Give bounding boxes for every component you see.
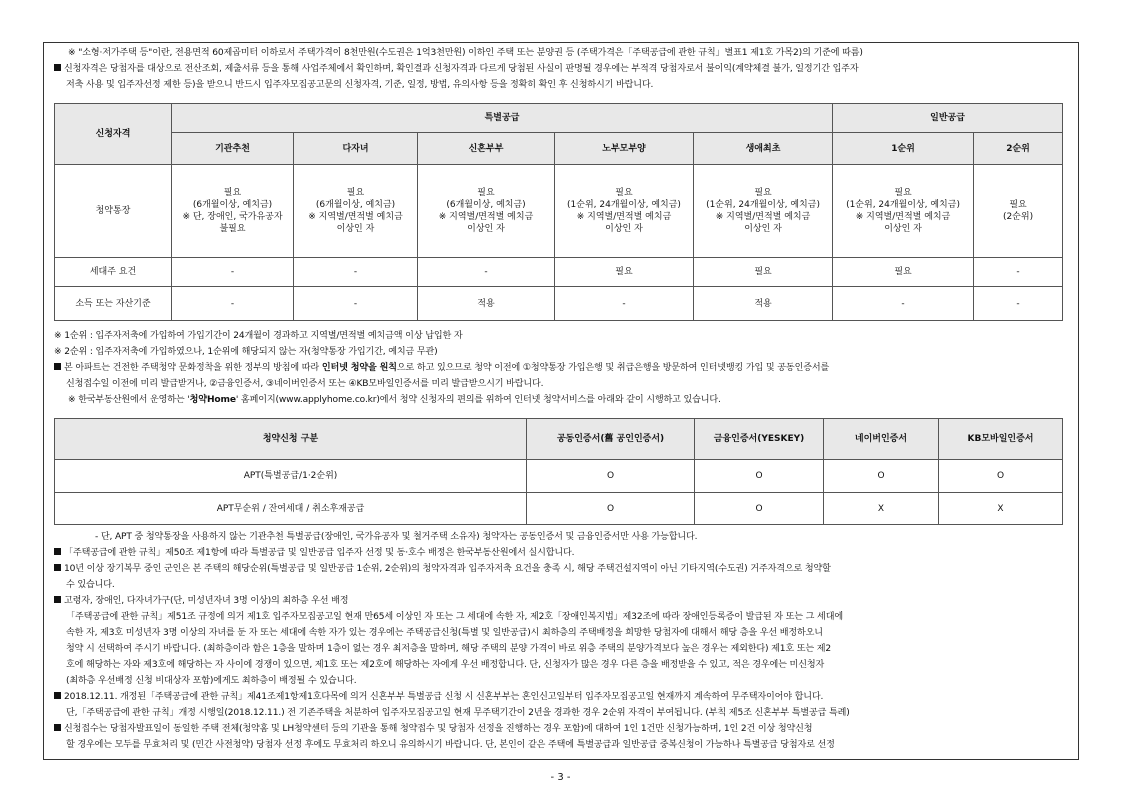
cell-line: -	[1016, 298, 1020, 309]
cell-line: 적용	[754, 298, 772, 309]
table-cell: X	[824, 493, 939, 525]
table-cell	[694, 258, 833, 287]
intro-text-cont: 저축 사용 및 입주자선정 제한 등)을 받으니 반드시 입주자모집공고문의 신청자격, 기준, 일정, 방법, 유의사항 등을 정확히 확인 후 신청하시기 바랍니다.	[66, 80, 654, 90]
cell-line: (2순위)	[1002, 212, 1034, 222]
cell-line: -	[353, 267, 358, 277]
cell-line: (6개월이상, 예치금)	[192, 200, 273, 210]
table-cell	[833, 258, 974, 287]
cell-line: 불필요	[219, 224, 246, 234]
floor-priority-text-5: (최하층 우선배정 신청 비대상자 포함)에게도 최하층이 배정될 수 있습니다.	[66, 676, 357, 686]
bullet-square-icon	[54, 64, 61, 71]
bullet-square-icon	[54, 724, 61, 731]
newlywed-note: 단,「주택공급에 관한 규칙」개정 시행일(2018.12.11.) 전 기존주택을 처분하여 입주자모집공고일 현재 무주택기간이 2년을 경과한 경우 2순위 자격이 부여됩니다. (부칙 제5조 신혼부부 특별공급 특례)	[66, 708, 850, 718]
table-cell	[294, 258, 418, 287]
table-cell: O	[527, 493, 695, 525]
row-label: 청약통장	[55, 165, 172, 258]
header-eligibility: 신청자격	[55, 104, 172, 165]
cell-line: 필요	[615, 188, 633, 198]
cell-line: ※ 지역별/면적별 예치금	[576, 212, 672, 222]
cell-line: -	[230, 298, 235, 309]
table-cell	[418, 287, 555, 321]
intro-bullet-line	[54, 62, 858, 77]
note-institution-recommend: - 단, APT 중 청약통장을 사용하지 않는 기관추천 특별공급(장애인, 국가유공자 및 철거주택 소유자) 청약자는 공동인증서 및 금융인증서만 사용 가능합니다.	[95, 532, 698, 542]
table-cell	[555, 258, 694, 287]
table-cell	[294, 165, 418, 258]
intro-text: 신청자격은 당첨자를 대상으로 전산조회, 제출서류 등을 통해 사업주체에서 확인하며, 확인결과 신청자격과 다르게 당첨된 사실이 판명될 경우에는 부적격 당첨자로서 불이익(계약체결 불가, 일정기간 입주자	[64, 64, 859, 74]
bullet-b2: 「주택공급에 관한 규칙」제50조 제1항에 따라 특별공급 및 일반공급 입주자 선정 및 동·호수 배정은 한국부동산원에서 실시합니다.	[54, 546, 574, 561]
floor-priority-text-3: 청약 시 선택하여 주시기 바랍니다. (최하층이라 함은 1층을 말하며 1층이 없는 경우 최저층을 말하며, 해당 주택의 분양 가격이 바로 위층 주택의 분양가격보다 높은 경우는 제외한다) 제1호 또는 제2	[66, 644, 832, 654]
cell-line: -	[230, 267, 235, 277]
column-header: 노부모부양	[555, 133, 694, 165]
bullet-square-icon	[54, 548, 61, 555]
table-cell	[833, 287, 974, 321]
cell-line: 이상인 자	[467, 224, 505, 234]
table-cell	[555, 287, 694, 321]
table-cell	[694, 165, 833, 258]
cell-line: 필요	[894, 267, 912, 277]
certificate-notice: 신청접수일 이전에 미리 발급받거나, ②금융인증서, ③네이버인증서 또는 ④KB모바일인증서를 미리 발급받으시기 바랍니다.	[66, 379, 544, 389]
cell-line: ※ 지역별/면적별 예치금	[438, 212, 534, 222]
cell-line: (1순위, 24개월이상, 예치금)	[846, 200, 960, 210]
cell-line: (1순위, 24개월이상, 예치금)	[567, 200, 681, 210]
cell-line: 이상인 자	[884, 224, 922, 234]
table-cell: O	[824, 460, 939, 493]
bullet-square-icon	[54, 692, 61, 699]
header-special-supply: 특별공급	[172, 104, 833, 133]
table-cell	[418, 165, 555, 258]
bullet-b3-cont: 수 있습니다.	[66, 580, 115, 590]
cell-line: ※ 지역별/면적별 예치금	[855, 212, 951, 222]
table-cell	[555, 165, 694, 258]
cell-line: (6개월이상, 예치금)	[446, 200, 526, 210]
cell-line: 이상인 자	[744, 224, 782, 234]
table-cell: O	[939, 460, 1063, 493]
column-header: KB모바일인증서	[939, 419, 1063, 460]
bullet-square-icon	[54, 363, 61, 370]
cell-line: 필요	[754, 188, 772, 198]
cell-line: 이상인 자	[336, 224, 375, 234]
table-cell	[418, 258, 555, 287]
column-header: 기관추천	[172, 133, 294, 165]
table-cell	[974, 165, 1063, 258]
bullet-b13: 신청접수는 당첨자발표일이 동일한 주택 전체(청약홈 및 LH청약센터 등의 기관을 통해 청약접수 및 당첨자 선정을 진행하는 경우 포함)에 대하여 1인 1건만 신청가능하며, 1인 2건 이상 청약신청	[54, 722, 812, 737]
cell-line: 이상인 자	[605, 224, 643, 234]
cell-line: 필요	[1009, 200, 1027, 210]
row-label: APT무순위 / 잔여세대 / 취소후재공급	[55, 493, 527, 525]
table-cell	[172, 287, 294, 321]
table-cell	[833, 165, 974, 258]
row-label: 소득 또는 자산기준	[55, 287, 172, 321]
bullet-b3: 10년 이상 장기복무 중인 군인은 본 주택의 해당순위(특별공급 및 일반공급 1순위, 2순위)의 청약자격과 입주자저축 요건을 충족 시, 해당 주택건설지역이 아닌 기타지역(수도권) 거주자격으로 청약할	[54, 562, 831, 577]
table-cell: X	[939, 493, 1063, 525]
column-header: 청약신청 구분	[55, 419, 527, 460]
table-cell	[172, 165, 294, 258]
application-note-cont: 할 경우에는 모두를 무효처리 및 (민간 사전청약) 당첨자 선정 후에도 무효처리 하오니 유의하시기 바랍니다. 단, 본인이 같은 주택에 특별공급과 일반공급 중복신청이 가능하나 특별공급 당첨자로 선정	[66, 740, 835, 750]
cell-line: -	[353, 298, 358, 309]
certificate-table	[54, 418, 1063, 525]
floor-priority-text-1: 「주택공급에 관한 규칙」제51조 규정에 의거 제1호 입주자모집공고일 현재 만65세 이상인 자 또는 그 세대에 속한 자, 제2호「장애인복지법」제32조에 따라 장애인등록증이 발급된 자 또는 그 세대에	[66, 612, 843, 622]
cell-line: 필요	[346, 188, 365, 198]
column-header: 1순위	[833, 133, 974, 165]
bullet-square-icon	[54, 564, 61, 571]
table-cell	[294, 287, 418, 321]
floor-priority-text-2: 속한 자, 제3호 미성년자 3명 이상의 자녀를 둔 자 또는 세대에 속한 자가 있는 경우에는 주택공급신청(특별 및 일반공급)시 최하층의 주택배정을 희망한 당첨자에 대해서 해당 층을 우선 배정하오니	[66, 628, 823, 638]
cell-line: 필요	[894, 188, 912, 198]
table-cell	[172, 258, 294, 287]
cell-line: ※ 지역별/면적별 예치금	[308, 212, 403, 222]
applyhome-notice: ※ 한국부동산원에서 운영하는 '청약Home' 홈페이지(www.applyhome.co.kr)에서 청약 신청자의 편의를 위하여 인터넷 청약서비스를 아래와 같이 시행하고 있습니다.	[68, 395, 721, 405]
header-general-supply: 일반공급	[833, 104, 1063, 133]
cell-line: 필요	[615, 267, 633, 277]
column-header: 2순위	[974, 133, 1063, 165]
cell-line: -	[622, 298, 626, 309]
table-cell: O	[527, 460, 695, 493]
cell-line: -	[1016, 267, 1020, 277]
column-header: 공동인증서(舊 공인인증서)	[527, 419, 695, 460]
row-label: APT(특별공급/1·2순위)	[55, 460, 527, 493]
cell-line: 적용	[477, 298, 495, 309]
table-cell	[974, 258, 1063, 287]
table-cell: O	[695, 460, 824, 493]
column-header: 신혼부부	[418, 133, 555, 165]
column-header: 금융인증서(YESKEY)	[695, 419, 824, 460]
floor-priority-text-4: 호에 해당하는 자와 제3호에 해당하는 자 사이에 경쟁이 있으면, 제1호 또는 제2호에 해당하는 자에게 우선 배정합니다. 단, 신청자가 많은 경우 다른 층을 배정받을 수 있고, 적은 경우에는 미신청자	[66, 660, 825, 670]
bullet-square-icon	[54, 596, 61, 603]
page-number: - 3 -	[550, 772, 571, 783]
internet-application-notice: 본 아파트는 건전한 주택청약 문화정착을 위한 정부의 방침에 따라 인터넷 청약을 원칙으로 하고 있으므로 청약 이전에 ①청약통장 가입은행 및 취급은행을 방문하여 인터넷뱅킹 가입 및 공동인증서를	[54, 361, 829, 376]
intro-note: ※ "소형·저가주택 등"이란, 전용면적 60제곱미터 이하로서 주택가격이 8천만원(수도권은 1억3천만원) 이하인 주택 또는 분양권 등 (주택가격은「주택공급에 관한 규칙」별표1 제1호 가목2)의 기준에 따름)	[68, 48, 863, 58]
column-header: 네이버인증서	[824, 419, 939, 460]
table-cell	[974, 287, 1063, 321]
cell-line: -	[901, 298, 905, 309]
column-header: 다자녀	[294, 133, 418, 165]
cell-line: ※ 단, 장애인, 국가유공자	[182, 212, 283, 222]
note-first-rank: ※ 1순위 : 입주자저축에 가입하여 가입기간이 24개월이 경과하고 지역별/면적별 예치금액 이상 납입한 자	[54, 331, 463, 341]
table-cell	[694, 287, 833, 321]
cell-line: 필요	[477, 188, 495, 198]
cell-line: 필요	[754, 267, 772, 277]
cell-line: -	[484, 267, 488, 277]
row-label: 세대주 요건	[55, 258, 172, 287]
eligibility-table	[54, 103, 1063, 321]
note-second-rank: ※ 2순위 : 입주자저축에 가입하였으나, 1순위에 해당되지 않는 자(청약통장 가입기간, 예치금 무관)	[54, 347, 438, 357]
bullet-b11: 2018.12.11. 개정된「주택공급에 관한 규칙」제41조제1항제1호다목에 의거 신혼부부 특별공급 신청 시 신혼부부는 혼인신고일부터 입주자모집공고일 현재까지 계속하여 무주택자이어야 합니다.	[54, 690, 823, 705]
cell-line: (6개월이상, 예치금)	[315, 200, 396, 210]
cell-line: (1순위, 24개월이상, 예치금)	[706, 200, 820, 210]
column-header: 생애최초	[694, 133, 833, 165]
table-cell: O	[695, 493, 824, 525]
cell-line: ※ 지역별/면적별 예치금	[715, 212, 811, 222]
cell-line: 필요	[223, 188, 242, 198]
bullet-b5: 고령자, 장애인, 다자녀가구(단, 미성년자녀 3명 이상)의 최하층 우선 배정	[54, 594, 348, 609]
